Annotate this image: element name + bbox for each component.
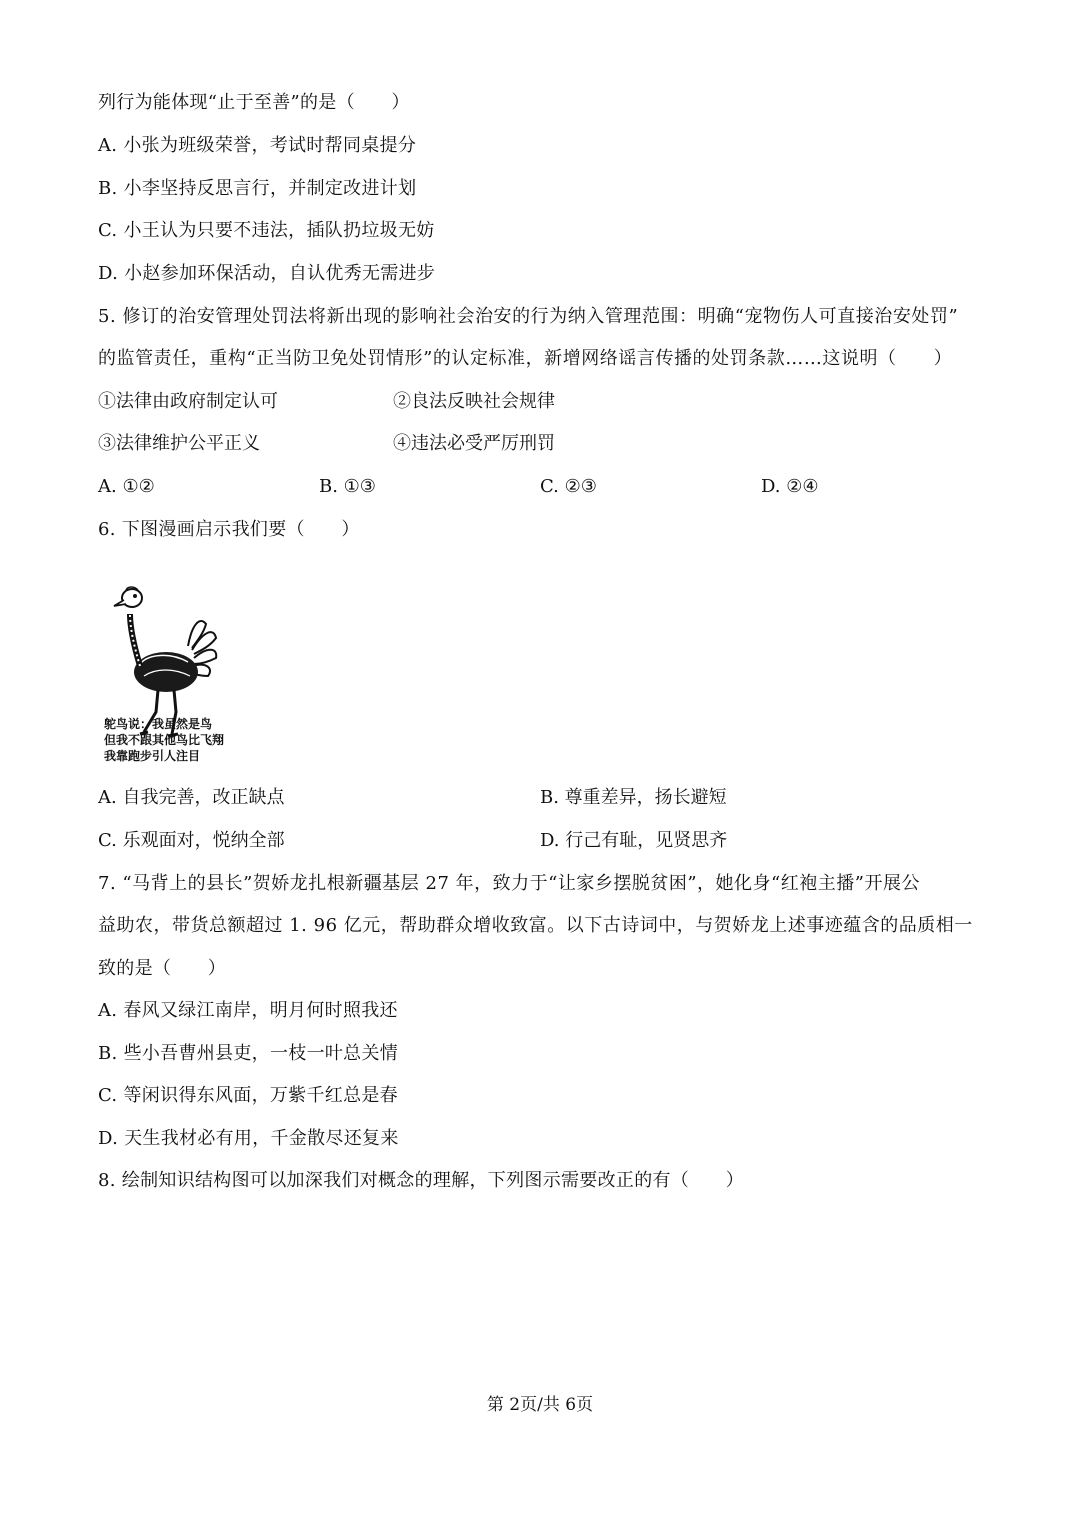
q4-option-b: B. 小李坚持反思言行，并制定改进计划 [98,178,417,199]
q5-statement-4: ④违法必受严厉刑罚 [393,433,555,454]
q6-option-d: D. 行己有耻，见贤思齐 [540,830,728,851]
q4-stem-tail: 列行为能体现“止于至善”的是（ ） [98,92,410,113]
q5-option-b: B. ①③ [319,476,376,497]
q7-option-a: A. 春风又绿江南岸，明月何时照我还 [98,1000,398,1021]
q7-option-d: D. 天生我材必有用，千金散尽还复来 [98,1128,399,1149]
q5-statement-1: ①法律由政府制定认可 [98,391,278,412]
q6-option-a: A. 自我完善，改正缺点 [98,787,285,808]
q4-option-a: A. 小张为班级荣誉，考试时帮同桌提分 [98,135,417,156]
q7-option-b: B. 些小吾曹州县吏，一枝一叶总关情 [98,1043,399,1064]
q5-option-d: D. ②④ [761,476,819,497]
q5-statement-3: ③法律维护公平正义 [98,433,260,454]
caption-line-2: 但我不跟其他鸟比飞翔 [104,733,225,747]
q7-stem-line3: 致的是（ ） [98,958,227,979]
q5-statement-2: ②良法反映社会规律 [393,391,555,412]
caption-line-3: 我靠跑步引人注目 [104,749,201,763]
q5-stem-line1: 5. 修订的治安管理处罚法将新出现的影响社会治安的行为纳入管理范围：明确“宠物伤人可直接治安处罚” [98,306,959,327]
q7-stem-line2: 益助农，带货总额超过 1. 96 亿元，帮助群众增收致富。以下古诗词中，与贺娇龙上述事迹蕴含的品质相一 [98,915,973,936]
q6-stem: 6. 下图漫画启示我们要（ ） [98,519,360,540]
caption-line-1: 鸵鸟说：我虽然是鸟 [104,717,213,731]
q6-option-b: B. 尊重差异，扬长避短 [540,787,727,808]
q8-stem: 8. 绘制知识结构图可以加深我们对概念的理解，下列图示需要改正的有（ ） [98,1170,744,1191]
q7-stem-line1: 7. “马背上的县长”贺娇龙扎根新疆基层 27 年，致力于“让家乡摆脱贫困”，她化身“红袍主播”开展公 [98,873,920,894]
q5-option-c: C. ②③ [540,476,597,497]
q5-stem-line2: 的监管责任，重构“正当防卫免处罚情形”的认定标准，新增网络谣言传播的处罚条款……这说明（ ） [98,348,953,369]
page-number: 第 2页/共 6页 [486,1395,594,1415]
q4-option-d: D. 小赵参加环保活动，自认优秀无需进步 [98,263,436,284]
q4-option-c: C. 小王认为只要不违法，插队扔垃圾无妨 [98,220,435,241]
cartoon-caption [104,716,224,764]
q6-option-c: C. 乐观面对，悦纳全部 [98,830,285,851]
q5-option-a: A. ①② [98,476,155,497]
q7-option-c: C. 等闲识得东风面，万紫千红总是春 [98,1085,398,1106]
